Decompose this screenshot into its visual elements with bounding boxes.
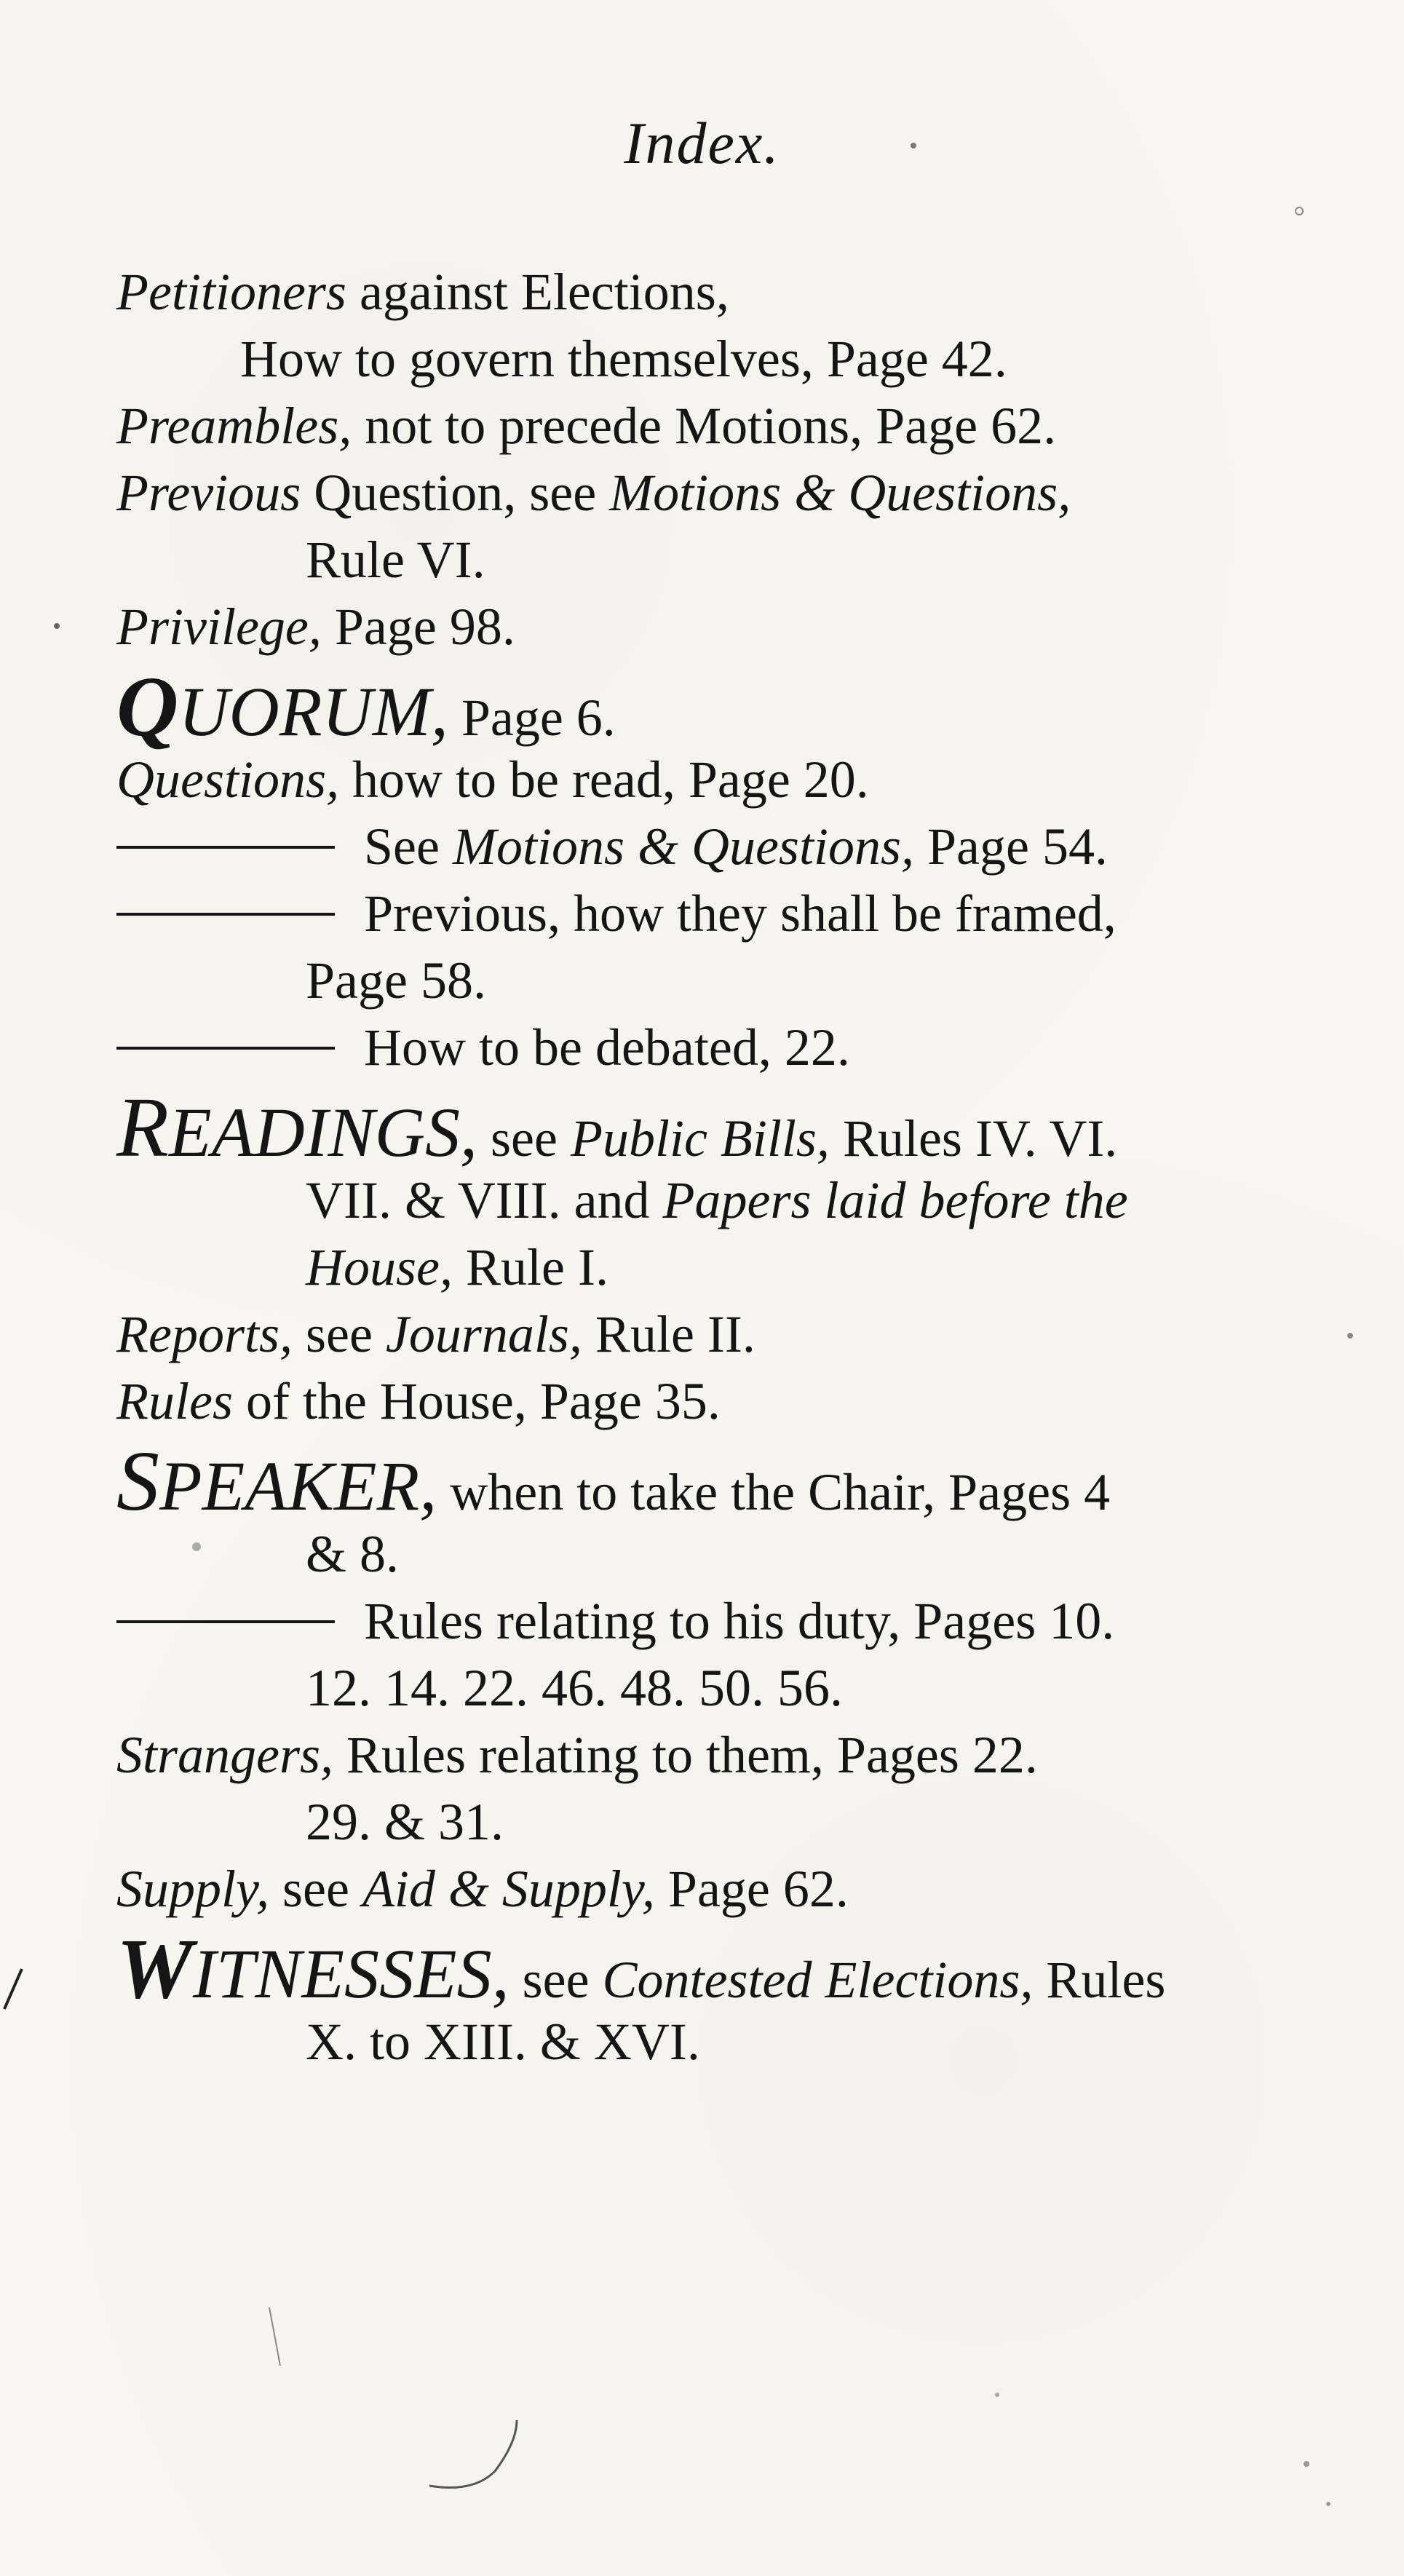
entry-text: Page 62. — [654, 1860, 849, 1918]
entry-text: Page 98. — [321, 598, 515, 656]
entry-reference: Aid & Supply, — [362, 1860, 655, 1918]
entry-reference: House, — [306, 1238, 453, 1296]
entry-heading: EADINGS, — [169, 1093, 478, 1171]
entry-reference: Public Bills, — [570, 1109, 830, 1168]
entry-text: How to govern themselves, Page 42. — [240, 330, 1007, 388]
entry-text: see — [477, 1109, 571, 1168]
entry-text: against Elections, — [346, 263, 729, 321]
entry-text: Page 54. — [913, 817, 1108, 876]
index-entry-strangers — [116, 1721, 1310, 1788]
section-initial: W — [116, 1921, 193, 2016]
index-entry-quorum — [116, 659, 1310, 754]
entry-text: Page 6. — [448, 689, 616, 747]
entry-text: See — [364, 817, 453, 876]
entry-heading: UORUM, — [178, 673, 448, 750]
index-entry-previous — [116, 459, 1310, 526]
index-subentry-speaker-1 — [116, 1588, 1310, 1654]
entry-reference: Papers laid before the — [662, 1171, 1128, 1229]
entry-text: Rule VI. — [306, 531, 485, 589]
entry-text: not to precede Motions, Page 62. — [352, 397, 1057, 455]
entry-text: X. to XIII. & XVI. — [306, 2013, 700, 2071]
ditto-rule — [116, 913, 335, 916]
entry-heading: Questions, — [116, 750, 339, 809]
entry-text: when to take the Chair, Pages 4 — [437, 1463, 1111, 1521]
section-initial: R — [116, 1079, 170, 1175]
entry-text: Rules relating to them, Pages 22. — [333, 1726, 1038, 1784]
entry-text: Page 58. — [306, 951, 486, 1010]
index-entry-petitioners-cont — [116, 325, 1310, 392]
entry-reference: Motions & Questions, — [609, 464, 1071, 522]
entry-text: & 8. — [306, 1525, 400, 1583]
index-entry-speaker — [116, 1433, 1310, 1529]
index-entry-speaker-cont — [116, 1521, 1310, 1588]
index-entry-readings-cont-1 — [116, 1167, 1310, 1234]
entry-heading: ITNESSES, — [192, 1935, 509, 2013]
page-title: Index. — [624, 110, 780, 176]
entry-heading: Supply, — [116, 1860, 269, 1918]
entry-text: Rules relating to his duty, Pages 10. — [364, 1592, 1115, 1650]
section-initial: S — [116, 1433, 159, 1529]
entry-text: Rule I. — [452, 1238, 608, 1296]
index-entries — [116, 258, 1310, 2075]
index-entry-readings-cont-2 — [116, 1234, 1310, 1301]
index-entry-strangers-cont — [116, 1788, 1310, 1855]
index-entry-witnesses-cont — [116, 2008, 1310, 2075]
entry-reference: Contested Elections, — [602, 1951, 1034, 2009]
entry-text: Rules IV. VI. — [829, 1109, 1118, 1168]
index-subentry-questions-2 — [116, 880, 1310, 947]
entry-heading: Preambles, — [116, 397, 352, 455]
index-subentry-questions-1 — [116, 813, 1310, 880]
entry-text: Previous, how they shall be framed, — [364, 884, 1117, 943]
ditto-rule — [116, 1047, 335, 1050]
index-entry-witnesses — [116, 1921, 1310, 2016]
entry-text: How to be debated, 22. — [364, 1018, 850, 1077]
entry-reference: Journals, — [385, 1305, 582, 1363]
index-subentry-questions-2-cont — [116, 947, 1310, 1014]
index-entry-supply — [116, 1855, 1310, 1922]
index-entry-previous-cont — [116, 526, 1310, 593]
section-initial: Q — [116, 659, 179, 754]
entry-heading: Strangers, — [116, 1726, 334, 1784]
entry-heading: Rules — [116, 1372, 233, 1430]
index-subentry-speaker-1-cont — [116, 1654, 1310, 1721]
entry-heading: Reports, — [116, 1305, 293, 1363]
entry-text: Question, see — [301, 464, 610, 522]
entry-heading: PEAKER, — [159, 1447, 437, 1525]
ditto-rule — [116, 1620, 335, 1623]
index-entry-readings — [116, 1079, 1310, 1175]
ditto-rule — [116, 846, 335, 849]
entry-heading: Privilege, — [116, 598, 322, 656]
index-entry-preambles — [116, 392, 1310, 459]
entry-text: VII. & VIII. and — [306, 1171, 663, 1229]
index-entry-questions — [116, 746, 1310, 813]
entry-heading: Petitioners — [116, 263, 346, 321]
entry-text: 12. 14. 22. 46. 48. 50. 56. — [306, 1659, 843, 1717]
entry-text: of the House, Page 35. — [232, 1372, 721, 1430]
entry-text: how to be read, Page 20. — [339, 750, 869, 809]
entry-text: Rules — [1033, 1951, 1166, 2009]
entry-text: see — [509, 1951, 603, 2009]
index-entry-petitioners — [116, 258, 1310, 325]
index-entry-rules — [116, 1368, 1310, 1435]
entry-reference: Motions & Questions, — [452, 817, 914, 876]
index-subentry-questions-3 — [116, 1014, 1310, 1081]
entry-text: Rule II. — [582, 1305, 755, 1363]
index-entry-reports — [116, 1301, 1310, 1368]
entry-text: see — [269, 1860, 362, 1918]
index-entry-privilege — [116, 593, 1310, 660]
entry-text: 29. & 31. — [306, 1793, 504, 1851]
entry-text: see — [292, 1305, 386, 1363]
entry-heading: Previous — [116, 464, 301, 522]
